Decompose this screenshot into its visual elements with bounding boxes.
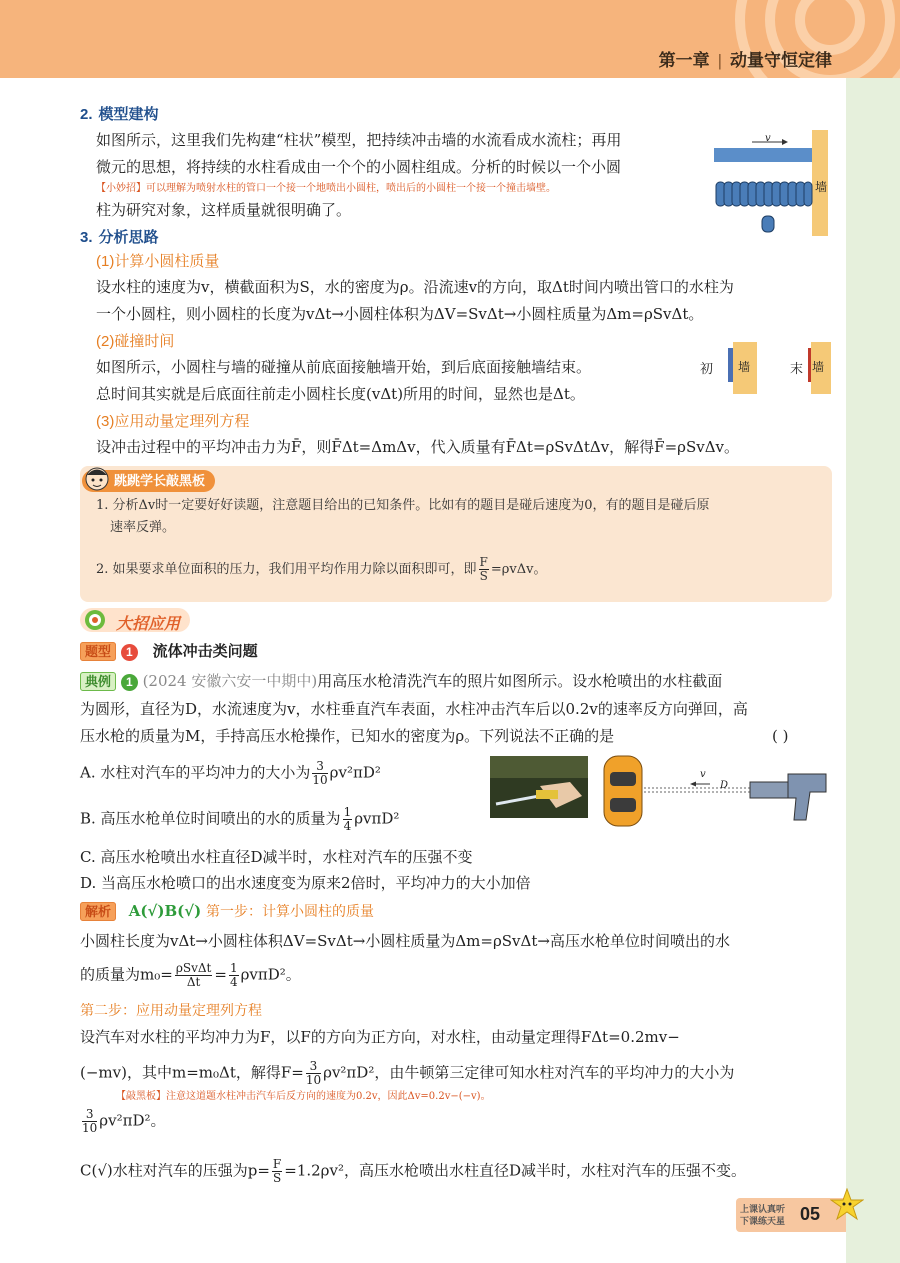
fraction-numerator: F xyxy=(479,555,488,569)
analysis-c-tail: =1.2ρv²，高压水枪喷出水柱直径D减半时，水柱对汽车的压强不变。 xyxy=(284,1161,747,1180)
section-3-title: 分析思路 xyxy=(98,229,159,246)
s3-sub-1: (1)计算小圆柱质量 xyxy=(96,253,220,270)
target-icon xyxy=(84,609,106,631)
example-question-1: 用高压水枪清洗汽车的照片如图所示。设水枪喷出的水柱截面 xyxy=(317,672,723,690)
fraction-denominator: 10 xyxy=(305,1073,322,1087)
analysis-c-pre: C(√)水柱对汽车的压强为p= xyxy=(80,1161,270,1180)
fraction-denominator: 10 xyxy=(312,773,328,787)
analysis-line-2-tail: ρvπD²。 xyxy=(240,965,301,984)
s3-p1-line-2: 一个小圆柱，则小圆柱的长度为vΔt→小圆柱体积为ΔV=SvΔt→小圆柱质量为Δm=ρSvΔt。 xyxy=(96,305,704,323)
topic-tag: 题型 xyxy=(80,642,116,661)
chapter-name: 动量守恒定律 xyxy=(730,51,832,70)
tip-item-2-fraction xyxy=(479,556,489,583)
analysis-line-5-tail: ρv²πD²。 xyxy=(99,1111,166,1130)
example-tag: 典例 xyxy=(80,672,116,691)
fraction-numerator: 1 xyxy=(343,805,352,819)
fig2-start-label: 初 xyxy=(700,362,714,377)
fraction-numerator: 3 xyxy=(306,1060,321,1074)
analysis-line-4-pre: (−mv)，其中m=m₀Δt，解得F= xyxy=(80,1063,304,1082)
section-3-number: 3. xyxy=(80,229,93,246)
example-line-3: 压水枪的质量为M，手持高压水枪操作，已知水的密度为ρ。下列说法不正确的是 xyxy=(80,727,615,745)
analysis-fraction-4 xyxy=(82,1108,97,1135)
fig2-start-wall-label: 墙 xyxy=(738,360,751,374)
fraction-denominator: 10 xyxy=(82,1121,98,1135)
fraction-numerator: F xyxy=(272,1157,282,1171)
star-mascot-icon xyxy=(830,1188,864,1222)
dazhao-label: 大招应用 xyxy=(116,616,181,633)
s3-p1-line-1: 设水柱的速度为v，横截面积为S，水的密度为ρ。沿流速v的方向，取Δt时间内喷出管口的水柱为 xyxy=(96,278,734,296)
fig1-velocity-label: v xyxy=(765,133,771,144)
car-and-water-gun-diagram xyxy=(600,752,830,830)
topic-title: 流体冲击类问题 xyxy=(152,643,258,660)
analysis-option-c xyxy=(80,1158,746,1185)
option-c[interactable]: C. 高压水枪喷出水柱直径D减半时，水柱对汽车的压强不变 xyxy=(80,848,473,866)
answer-parentheses: ( ) xyxy=(772,727,789,745)
analysis-line-1: 小圆柱长度为vΔt→小圆柱体积ΔV=SvΔt→小圆柱质量为Δm=ρSvΔt→高压水枪单位时间喷出的水 xyxy=(80,932,730,950)
footer-slogan xyxy=(740,1203,785,1227)
s2-line-3: 柱为研究对象，这样质量就很明确了。 xyxy=(96,201,352,219)
topic-heading xyxy=(80,640,258,661)
analysis-ab-result: A(√)B(√) xyxy=(128,902,202,920)
fraction-numerator: 3 xyxy=(312,760,327,774)
analysis-step-2: 第二步：应用动量定理列方程 xyxy=(80,1003,262,1019)
analysis-line-2 xyxy=(80,962,301,989)
option-b[interactable] xyxy=(80,806,399,833)
option-b-tail: ρvπD² xyxy=(354,809,400,828)
s3-p2-line-2: 总时间其实就是后底面往前走小圆柱长度(vΔt)所用的时间，显然也是Δt。 xyxy=(96,385,585,403)
fig2-end-label: 末 xyxy=(790,362,804,377)
analysis-line-4 xyxy=(80,1060,734,1087)
tip-item-1-line-1: 1. 分析Δv时一定要好好读题，注意题目给出的已知条件。比如有的题目是碰后速度为0，有的题目是碰后原 xyxy=(96,498,710,513)
option-a-fraction xyxy=(312,760,327,787)
analysis-fraction-2 xyxy=(229,962,239,989)
s2-line-2: 微元的思想，将持续的水柱看成由一个个的小圆柱组成。分析的时候以一个小圆 xyxy=(96,158,622,176)
analysis-tip: 【敲黑板】注意这道题水柱冲击汽车后反方向的速度为0.2v，因此Δv=0.2v−(−v)。 xyxy=(116,1091,491,1102)
topic-number: 1 xyxy=(121,644,138,661)
section-2-title: 模型建构 xyxy=(98,106,159,123)
s3-p2-line-1: 如图所示，小圆柱与墙的碰撞从前底面接触墙开始，到后底面接触墙结束。 xyxy=(96,358,592,376)
analysis-line-5 xyxy=(80,1108,166,1135)
fraction-denominator: 4 xyxy=(229,975,238,989)
example-line-2: 为圆形，直径为D，水流速度为v，水柱垂直汽车表面，水柱冲击汽车后以0.2v的速率反方向弹回，高 xyxy=(80,700,748,718)
option-b-text: B. 高压水枪单位时间喷出的水的质量为 xyxy=(80,809,341,828)
fig3-diameter-label: D xyxy=(720,780,729,791)
section-2-number: 2. xyxy=(80,106,93,123)
example-source: (2024 安徽六安一中期中) xyxy=(142,672,318,690)
option-a-tail: ρv²πD² xyxy=(329,763,381,782)
analysis-header xyxy=(80,900,374,923)
s2-tip: 【小妙招】可以理解为喷射水柱的管口一个接一个地喷出小圆柱，喷出后的小圆柱一个接一个撞击墙壁。 xyxy=(96,183,556,194)
footer-slogan-2: 下课练天星 xyxy=(740,1216,786,1226)
analysis-equals: = xyxy=(214,965,227,984)
tip-item-1-line-2: 速率反弹。 xyxy=(110,520,176,535)
tip-item-2-tail: =ρvΔv。 xyxy=(490,562,547,577)
chapter-separator: | xyxy=(717,51,722,70)
analysis-fraction-3 xyxy=(306,1060,321,1087)
fraction-numerator: 1 xyxy=(229,961,238,975)
analysis-line-2-pre: 的质量为m₀= xyxy=(80,965,173,984)
fraction-denominator: S xyxy=(272,1171,282,1185)
analysis-fraction-5 xyxy=(272,1158,282,1185)
analysis-fraction-1 xyxy=(175,962,213,989)
tip-item-2-text: 2. 如果要求单位面积的压力，我们用平均作用力除以面积即可，即 xyxy=(96,562,477,577)
fraction-numerator: ρSvΔt xyxy=(175,961,212,975)
option-a-text: A. 水柱对汽车的平均冲力的大小为 xyxy=(80,763,311,782)
fig2-end-wall-label: 墙 xyxy=(812,360,825,374)
example-line-1 xyxy=(80,670,722,693)
section-3-heading xyxy=(80,226,159,247)
fraction-denominator: Δt xyxy=(186,975,201,989)
fraction-denominator: S xyxy=(479,569,488,583)
option-b-fraction xyxy=(343,806,353,833)
water-column-figure xyxy=(712,126,832,238)
fig1-wall-label: 墙 xyxy=(815,180,828,194)
chapter-number: 第一章 xyxy=(658,51,710,70)
analysis-tag: 解析 xyxy=(80,902,116,921)
section-2-heading xyxy=(80,103,159,124)
footer-slogan-1: 上课认真听 xyxy=(740,1204,786,1214)
right-margin-band xyxy=(846,78,900,1263)
tip-board-title: 跳跳学长敲黑板 xyxy=(82,470,215,492)
analysis-line-4-tail: ρv²πD²，由牛顿第三定律可知水柱对汽车的平均冲力的大小为 xyxy=(323,1063,735,1082)
option-d[interactable]: D. 当高压水枪喷口的出水速度变为原来2倍时，平均冲力的大小加倍 xyxy=(80,874,531,892)
chapter-title xyxy=(659,46,832,71)
example-number: 1 xyxy=(121,674,138,691)
s3-sub-3: (3)应用动量定理列方程 xyxy=(96,413,250,430)
option-a[interactable] xyxy=(80,760,381,787)
student-avatar-icon xyxy=(84,466,110,494)
analysis-line-3: 设汽车对水柱的平均冲力为F，以F的方向为正方向，对水柱，由动量定理得FΔt=0.2mv− xyxy=(80,1028,680,1046)
page-number: 05 xyxy=(800,1204,821,1224)
fig3-velocity-label: v xyxy=(700,769,706,780)
analysis-step-1: 第一步：计算小圆柱的质量 xyxy=(206,904,374,920)
car-washing-photo xyxy=(490,756,588,818)
fraction-denominator: 4 xyxy=(343,819,352,833)
s2-line-1: 如图所示，这里我们先构建“柱状”模型，把持续冲击墙的水流看成水流柱；再用 xyxy=(96,131,622,149)
tip-item-2 xyxy=(96,556,547,583)
s3-sub-2: (2)碰撞时间 xyxy=(96,333,175,350)
fraction-numerator: 3 xyxy=(82,1108,97,1122)
s3-p3: 设冲击过程中的平均冲击力为F̄，则F̄Δt=ΔmΔv，代入质量有F̄Δt=ρSvΔtΔv，解得F̄=ρSvΔv。 xyxy=(96,438,740,456)
